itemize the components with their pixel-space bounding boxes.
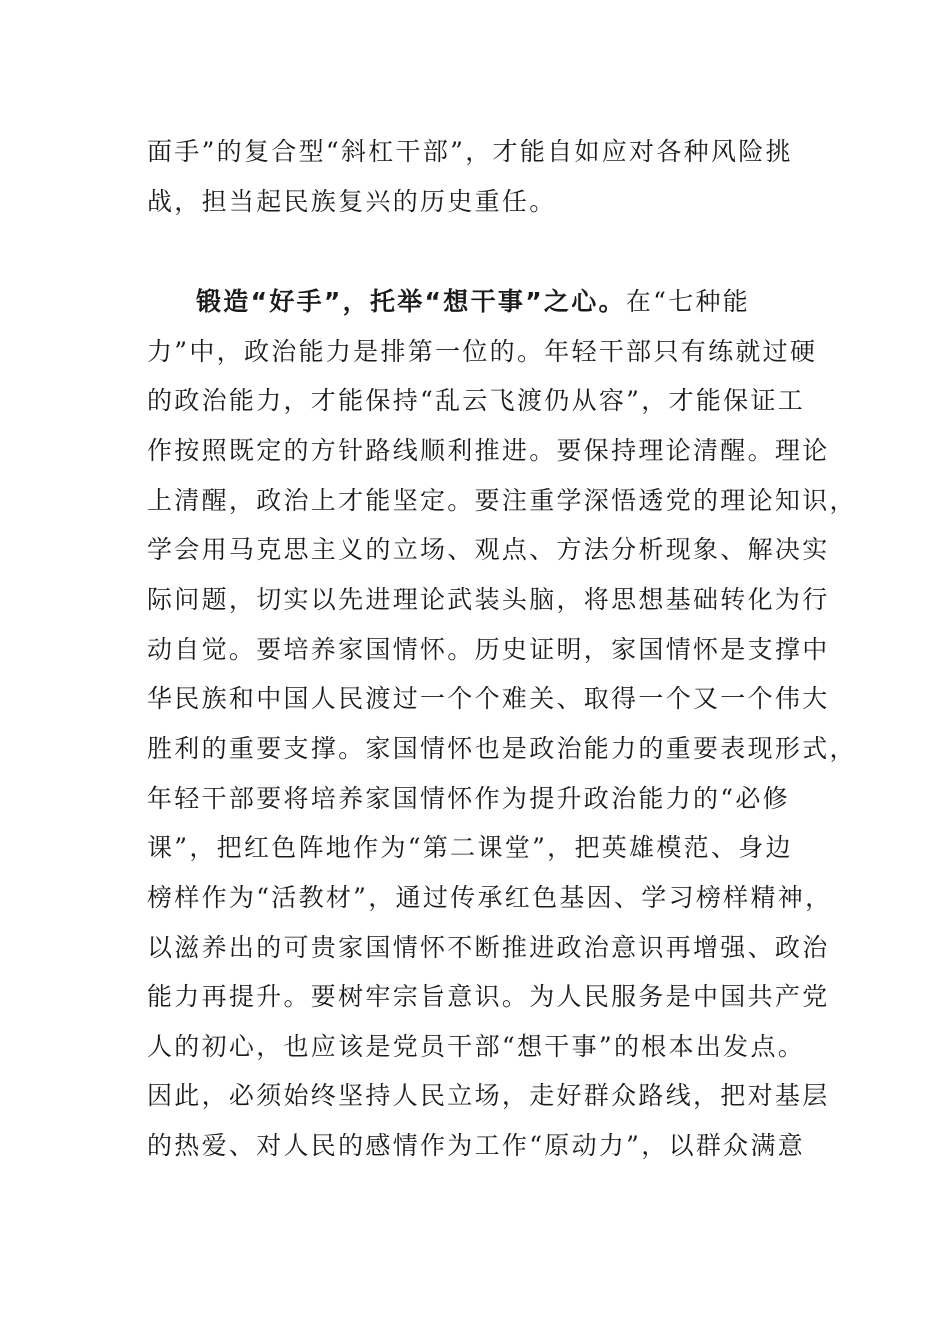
paragraph-line: 华民族和中国人民渡过一个个难关、取得一个又一个伟大	[147, 684, 830, 713]
paragraph-line: 人的初心，也应该是党员干部“想干事”的根本出发点。	[147, 1032, 806, 1061]
section-first-line	[196, 287, 750, 317]
paragraph-line: 的热爱、对人民的感情作为工作“原动力”，以群众满意	[147, 1131, 806, 1160]
paragraph-line: 力”中，政治能力是排第一位的。年轻干部只有练就过硬	[147, 337, 818, 366]
paragraph-line: 胜利的重要支撑。家国情怀也是政治能力的重要表现形式，	[147, 734, 857, 763]
paragraph-line: 课”，把红色阵地作为“第二课堂”，把英雄模范、身边	[147, 833, 793, 862]
paragraph-line: 际问题，切实以先进理论武装头脑，将思想基础转化为行	[147, 585, 830, 614]
paragraph-line: 年轻干部要将培养家国情怀作为提升政治能力的“必修	[147, 784, 790, 813]
paragraph-line: 上清醒，政治上才能坚定。要注重学深悟透党的理论知识，	[147, 486, 857, 515]
paragraph-line: 的政治能力，才能保持“乱云飞渡仍从容”，才能保证工	[147, 386, 806, 415]
section-heading: 锻造“好手”，托举“想干事”之心。	[196, 287, 626, 316]
paragraph-line: 以滋养出的可贵家国情怀不断推进政治意识再增强、政治	[147, 933, 830, 962]
section-first-line-text: 在“七种能	[625, 287, 751, 316]
paragraph-line: 动自觉。要培养家国情怀。历史证明，家国情怀是支撑中	[147, 635, 830, 664]
paragraph-line: 战，担当起民族复兴的历史重任。	[147, 187, 557, 216]
paragraph-line: 面手”的复合型“斜杠干部”，才能自如应对各种风险挑	[147, 137, 793, 166]
paragraph-line: 作按照既定的方针路线顺利推进。要保持理论清醒。理论	[147, 436, 830, 465]
paragraph-line: 学会用马克思主义的立场、观点、方法分析现象、解决实	[147, 535, 830, 564]
paragraph-line: 能力再提升。要树牢宗旨意识。为人民服务是中国共产党	[147, 982, 830, 1011]
paragraph-line: 榜样作为“活教材”，通过传承红色基因、学习榜样精神，	[147, 883, 833, 912]
paragraph-line: 因此，必须始终坚持人民立场，走好群众路线，把对基层	[147, 1081, 830, 1110]
